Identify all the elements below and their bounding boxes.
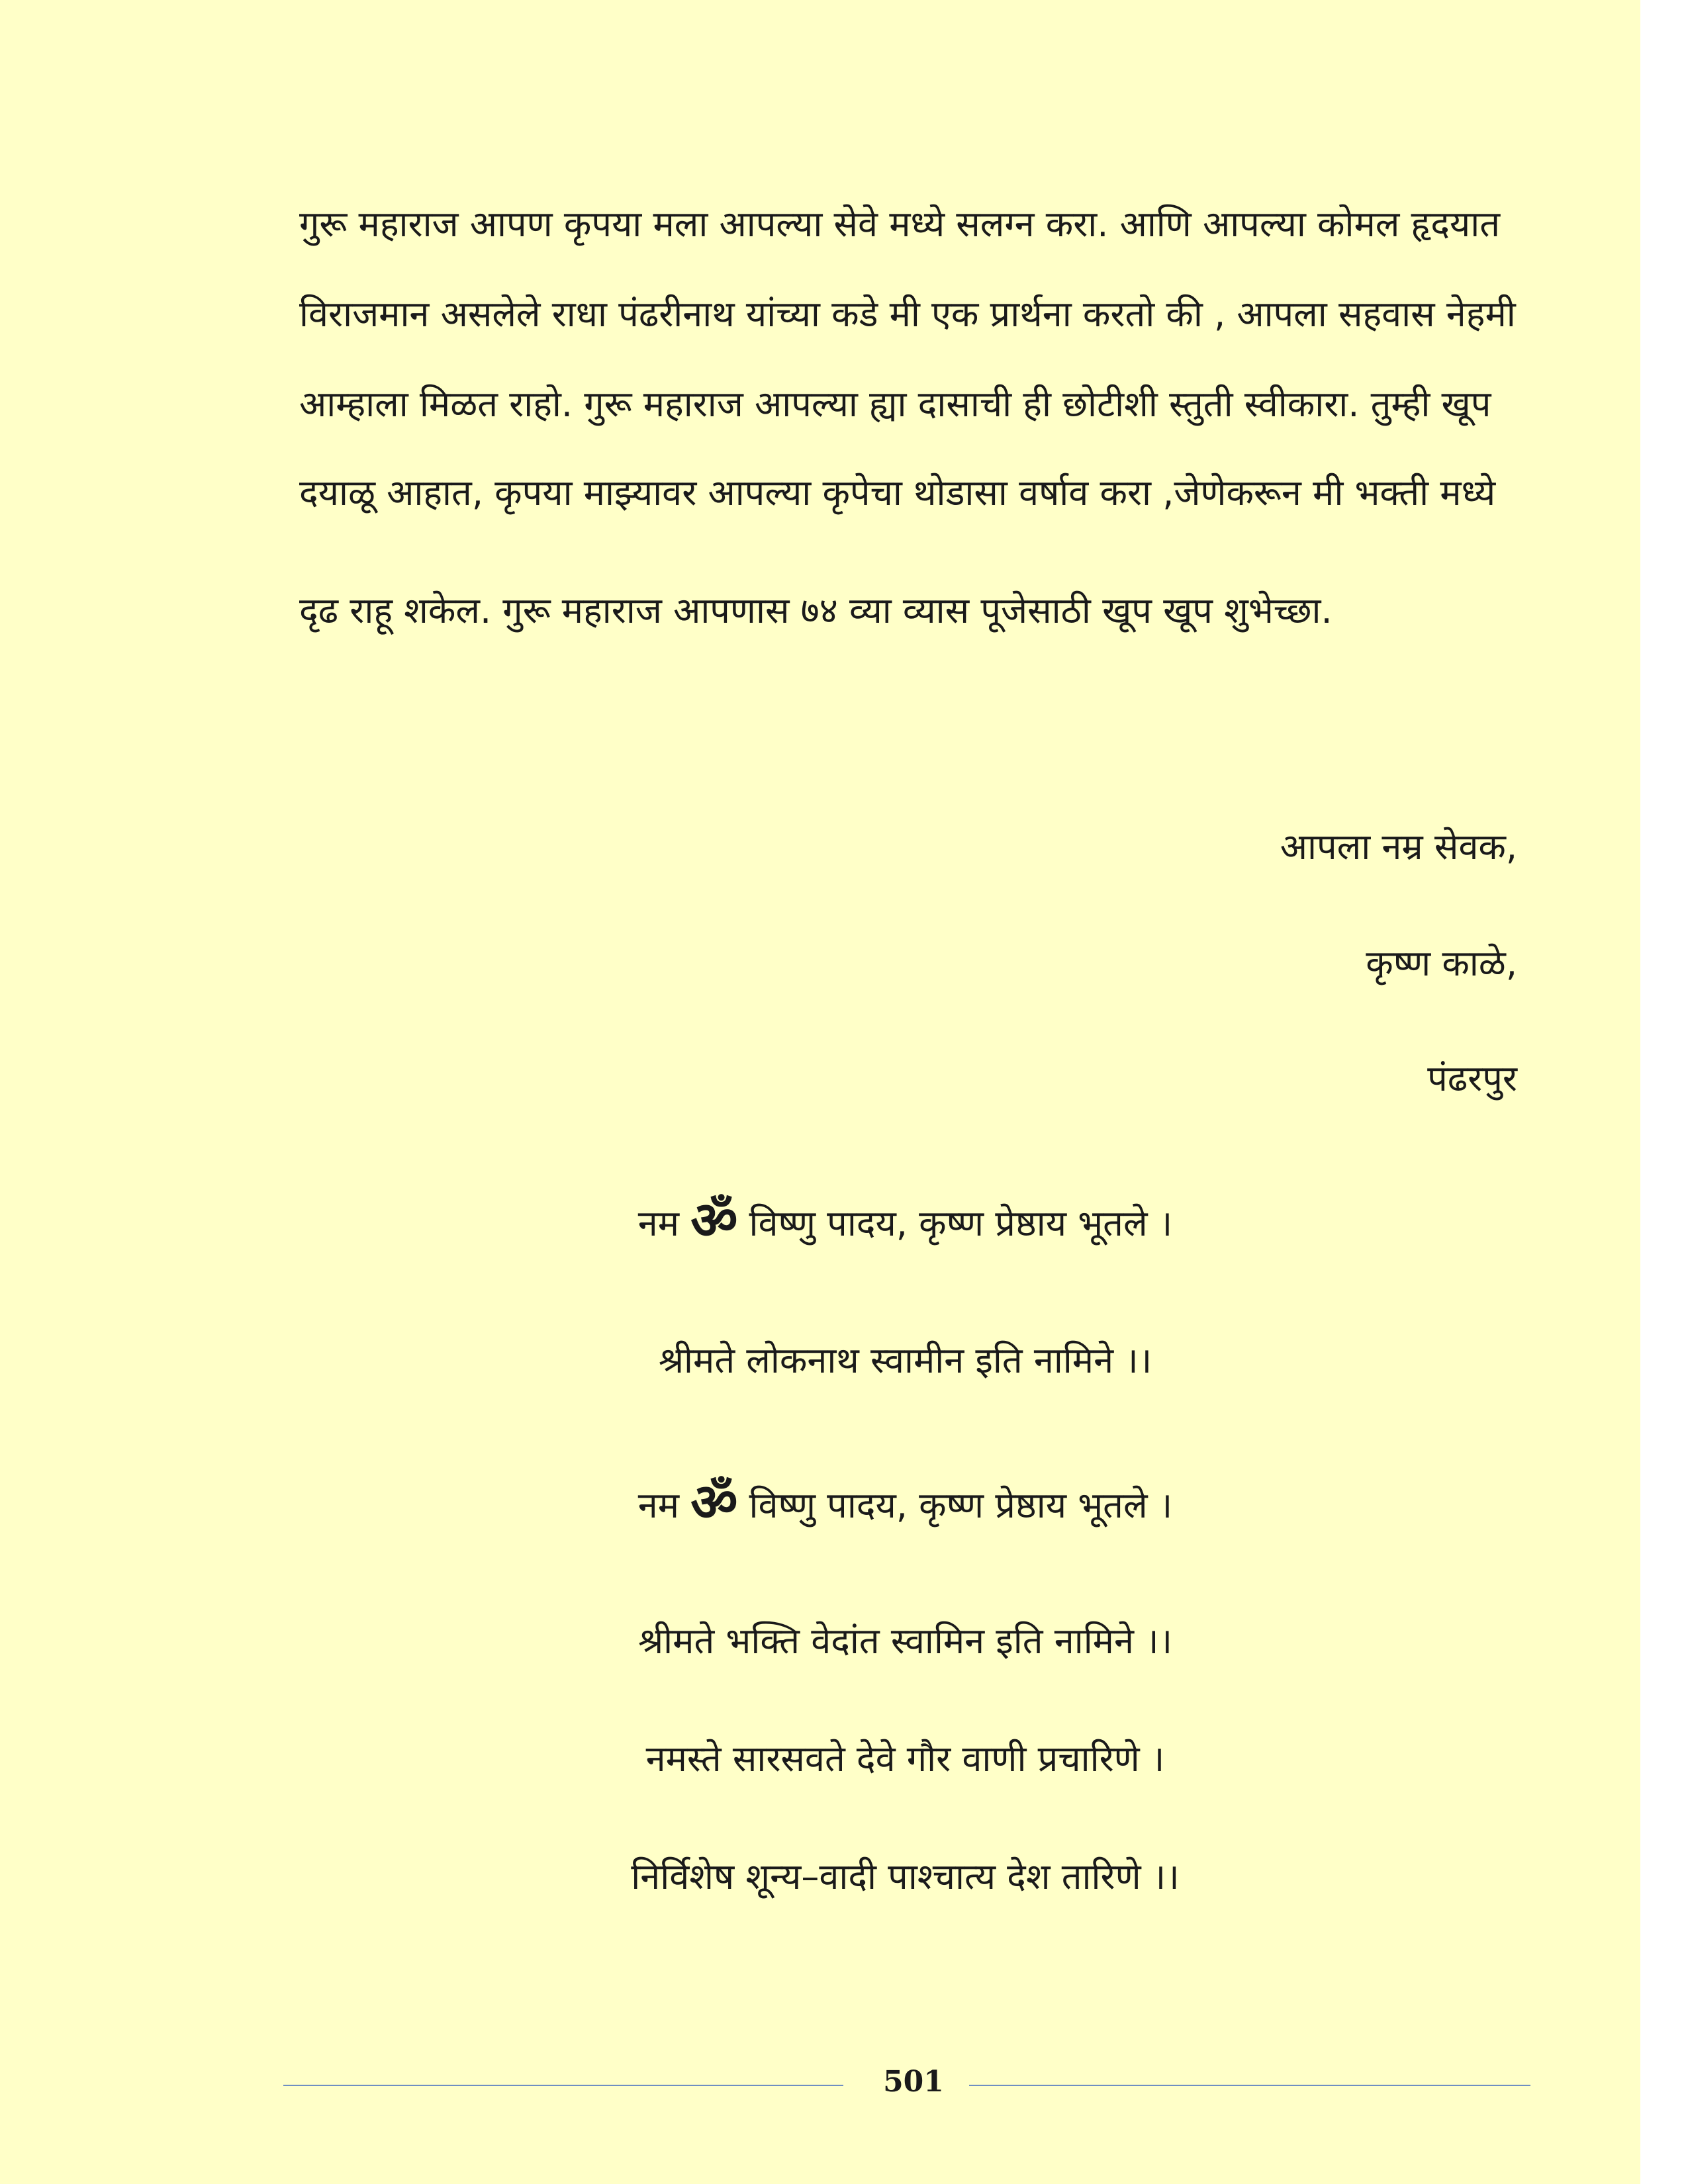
signature-place: पंढरपुर <box>1427 1058 1517 1099</box>
verse-line-1-end: विष्णु पादय, कृष्ण प्रेष्ठाय भूतले । <box>749 1203 1173 1244</box>
om-symbol-icon: ॐ <box>690 1191 738 1251</box>
verse-line-4: श्रीमते भक्ति वेदांत स्वामिन इति नामिने ।। <box>637 1620 1173 1662</box>
signature-closing: आपला नम्र सेवक, <box>1280 826 1517 868</box>
verse-line-3-start: नम <box>637 1484 680 1526</box>
paragraph-line-1: गुरू महाराज आपण कृपया मला आपल्या सेवे मध्ये सलग्न करा. आणि आपल्या कोमल हृदयात <box>299 203 1500 245</box>
footer-divider-right <box>969 2085 1530 2086</box>
verse-line-3 <box>0 1465 1688 1535</box>
paragraph-line-4: दयाळू आहात, कृपया माझ्यावर आपल्या कृपेचा थोडासा वर्षाव करा ,जेणेकरून मी भक्ती मध्ये <box>299 472 1496 514</box>
signature-name: कृष्ण काळे, <box>1366 942 1517 984</box>
paragraph-line-5: दृढ राहू शकेल. गुरू महाराज आपणास ७४ व्या व्यास पूजेसाठी खूप खूप शुभेच्छा. <box>299 590 1333 631</box>
verse-line-3-end: विष्णु पादय, कृष्ण प्रेष्ठाय भूतले । <box>749 1484 1173 1526</box>
verse-line-1-start: नम <box>637 1203 680 1244</box>
om-symbol-icon: ॐ <box>690 1473 738 1533</box>
paragraph-line-3: आम्हाला मिळत राहो. गुरू महाराज आपल्या ह्या दासाची ही छोटीशी स्तुती स्वीकारा. तुम्ही खूप <box>299 383 1491 425</box>
verse-line-6: निर्विशेष शून्य–वादी पाश्चात्य देश तारिणे ।। <box>631 1856 1180 1897</box>
paragraph-line-2: विराजमान असलेले राधा पंढरीनाथ यांच्या कडे मी एक प्रार्थना करतो की , आपला सहवास नेहमी <box>299 293 1516 335</box>
verse-line-5: नमस्ते सारसवते देवे गौर वाणी प्रचारिणे । <box>645 1738 1165 1780</box>
page-number: 501 <box>883 2065 944 2099</box>
footer-divider-left <box>283 2085 843 2086</box>
verse-line-2: श्रीमते लोकनाथ स्वामीन इति नामिने ।। <box>658 1340 1152 1381</box>
verse-line-1 <box>0 1183 1688 1253</box>
